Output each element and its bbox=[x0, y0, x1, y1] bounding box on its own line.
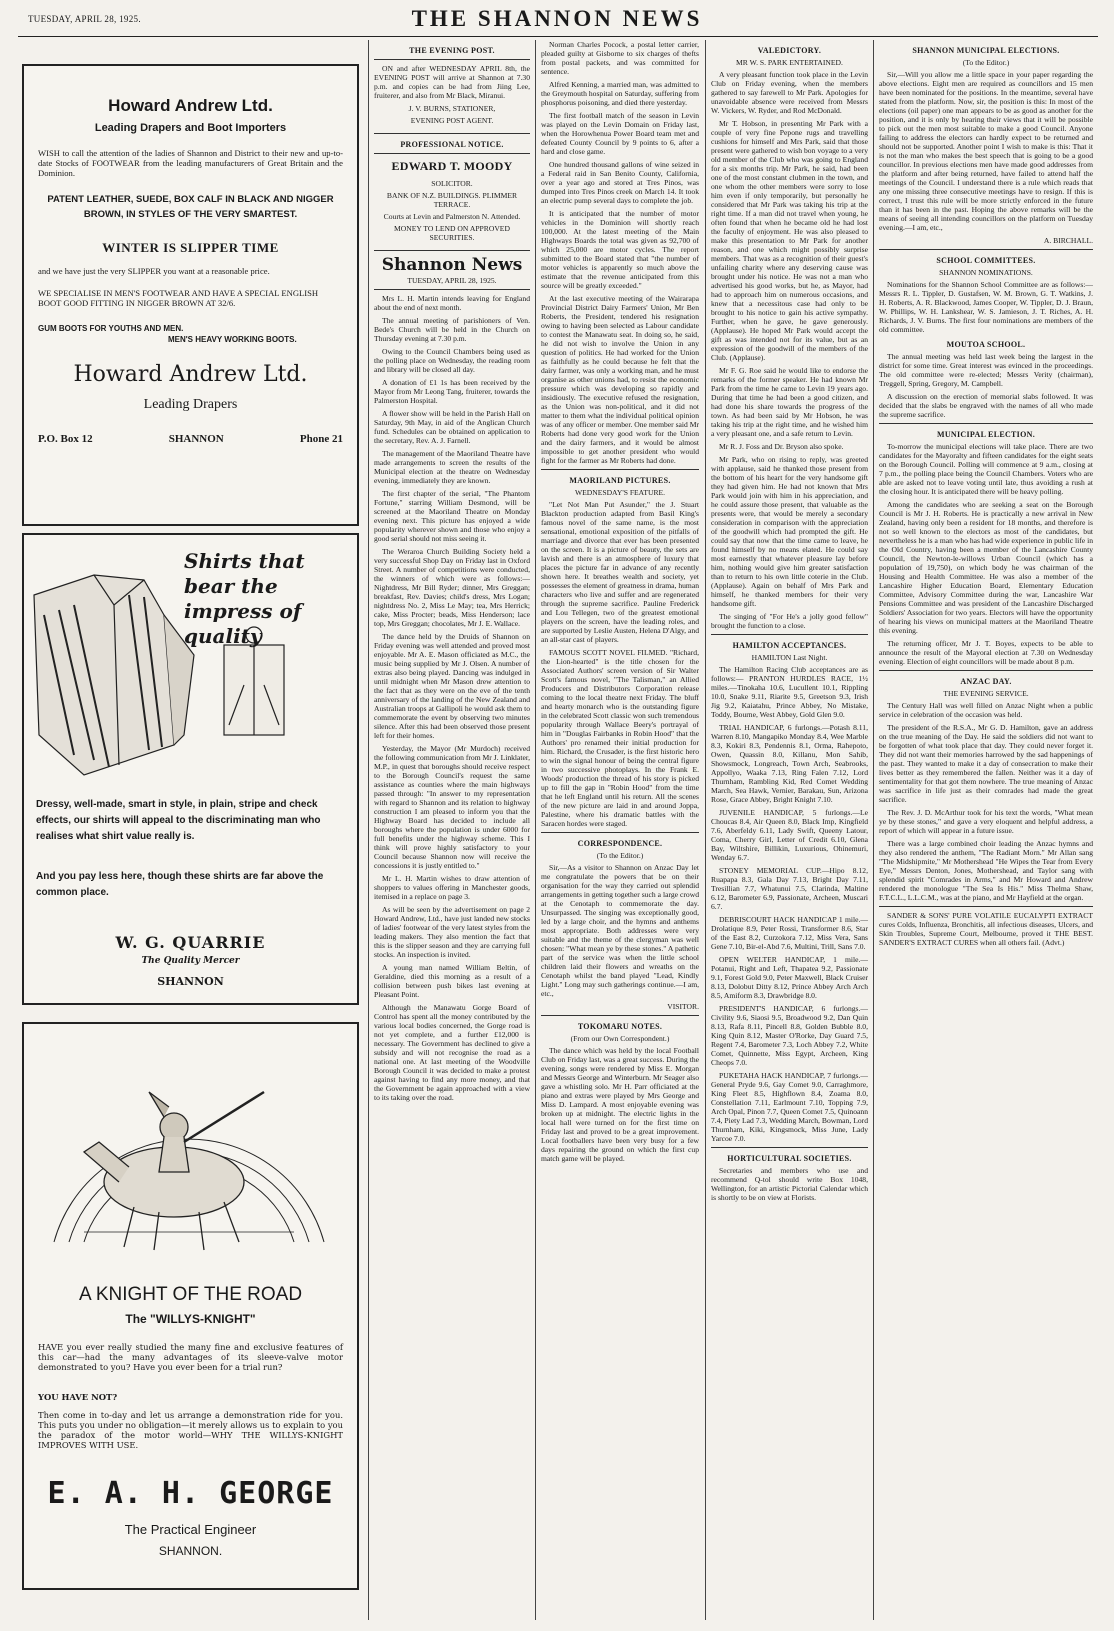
municipal-elections-subheading: (To the Editor.) bbox=[962, 58, 1010, 67]
divider bbox=[879, 906, 1093, 907]
column-4 bbox=[711, 40, 868, 1620]
divider bbox=[879, 670, 1093, 671]
divider bbox=[374, 250, 530, 251]
maoriland-subheading: WEDNESDAY'S FEATURE. bbox=[574, 488, 666, 497]
moutoa-heading: MOUTOA SCHOOL. bbox=[946, 340, 1026, 349]
news-item: Alfred Kenning, a married man, was admitted to the Greymouth hospital on Saturday, suffering from phosphorus poisoning, and died there yesterday. bbox=[541, 80, 699, 107]
divider bbox=[711, 1147, 868, 1148]
race-list: TRIAL HANDICAP, 6 furlongs.—Potash 8.11, Warren 8.10, Mangapiko Monday 8.4, Wee Marble 8.3, Kokiri 8.3, Pendennis 8.1, Orma, Rahepoto, Owen, Quassin 8.0, Killanu, Mon Sahib, Showsmock, Longreach, Town Arch, Seabrooks, Appollyo, Waaka 7.13, Ring Falen 7.12, Lord Thurnham, Rambling Kid, Red Comet Wedding March, Sea Hawk, Vernier, Barakau, Sun, Arizona Rose, Grace Abbey, Bright Knight 7.10. bbox=[711, 723, 868, 804]
news-item: A flower show will be held in the Parish Hall on Saturday, 9th May, in aid of the Anglican Church fund. Schedules can be obtained on application to the secretary, Rev. A. J. Farnell. bbox=[374, 409, 530, 445]
race-list: PUKETAHA HACK HANDICAP, 7 furlongs.—General Pryde 9.6, Gay Comet 9.0, Carraghmore, King Fleet 8.5, Highflown 8.4, Zoama 8.0, Constellation 7.11, Earlmount 7.10, Topping 7.9, Arch Opal, Pinon 7.7, Queen Comet 7.5, Quinoann 7.4, Piety Lad 7.3, Wedding March, Bowman, Lord Thurnham, Kiki, Kingsmock, Miss June, Lady Yarcoe 7.0. bbox=[711, 1071, 868, 1143]
solicitor-title: SOLICITOR. bbox=[431, 179, 473, 188]
column-rule bbox=[873, 40, 874, 1620]
howard-andrew-ad bbox=[22, 64, 359, 526]
column-3 bbox=[541, 40, 699, 1620]
news-item: Mr T. Hobson, in presenting Mr Park with a couple of very fine Pepone rugs and travelling cushions for himself and Mrs Park, said that those present were gathered to wish bon voyage to a very old member of the Club who was going to England for a six months trip. Mr Park, he said, had been one of the most constant clubmen in the town, and one whom the other members were sorry to lose him even if only temporarily, but personally he considered that Mr Park was taking his trip at the right time. If a man did not travel when young, he often found that when he became old he had lost the faculty of enjoyment. He was also pleased to make this presentation to Mr Park for another reason, and one which might possibly surprise members. That was as a recognition of their guest's unfailing charity where any deserving cause was brought under his notice. He was not a man who advertised his good works, but he, as Mayor, had had to approach him on numerous occasions, and knew that a necessitous case had only to be brought to his notice to gain his active sympathy. Further, when he gave, he gave generously. (Applause). He hoped Mr Park would accept the gift as was intended not for its value, but as an expression of the goodwill of the members of the Club. (Applause). bbox=[711, 119, 868, 362]
news-item: There was a large combined choir leading the Anzac hymns and they also rendered the anthem, "The Radiant Morn." Mr Allan sang "The Midshipmite," Mr Mothershead "He Wipes the Tear from Every Eye," Messrs Denton, Jones, Mothershead, and Taylor sang with splendid spirit "Comrades in Arms," and Mr Howard and Andrew rendered the monologue "The Sea Is His." Miss Thelma Shaw, F.T.C.L., L.L.C.M., was at the piano, and Mr Hayfield at the organ. bbox=[879, 839, 1093, 902]
divider bbox=[374, 153, 530, 154]
willys-knight-ad bbox=[22, 1022, 359, 1590]
professional-notice-heading: PROFESSIONAL NOTICE. bbox=[400, 140, 504, 149]
divider bbox=[541, 1015, 699, 1016]
ad-merchant-name: E. A. H. GEORGE bbox=[47, 1476, 334, 1511]
divider bbox=[541, 832, 699, 833]
tokomaru-heading: TOKOMARU NOTES. bbox=[577, 1022, 663, 1031]
column-5 bbox=[879, 40, 1093, 1620]
school-committees-heading: SCHOOL COMMITTEES. bbox=[936, 256, 1036, 265]
school-committees-subheading: SHANNON NOMINATIONS. bbox=[939, 268, 1033, 277]
newspaper-title: THE SHANNON NEWS bbox=[411, 6, 703, 31]
news-item: The dance which was held by the local Football Club on Friday last, was a great success. During the evening, songs were rendered by Miss E. Morgan and Messrs George and Winterburn. Mr Seager also gave a whistling solo. Mr H. Parr officiated at the piano and extras were played by Mrs George and Miss D. Lampard. A most enjoyable evening was broken up at midnight. The electric lights in the local hall were turned on for the first time on Friday last and proved to be a great improvement. Local footballers have been very busy for a few days repairing the ground on which the first cup match game will be played. bbox=[541, 1046, 699, 1163]
horticultural-heading: HORTICULTURAL SOCIETIES. bbox=[727, 1154, 852, 1163]
solicitor-courts: Courts at Levin and Palmerston N. Attended. bbox=[383, 212, 521, 221]
masthead bbox=[0, 0, 1114, 34]
ad-headline: A KNIGHT OF THE ROAD bbox=[78, 1284, 303, 1305]
ad-working-boots: MEN'S HEAVY WORKING BOOTS. bbox=[168, 335, 297, 344]
divider bbox=[711, 634, 868, 635]
correspondence-subheading: (To the Editor.) bbox=[596, 851, 644, 860]
news-item: The president of the R.S.A., Mr G. D. Hamilton, gave an address on the true meaning of the Day. He said the soldiers did not want to be forgotten of what took place that day. They could never forget it. They did not want their memories harrowed by the sad happenings of the past. They wanted to make it a day of consecration to make their lives better as they remembered the fallen. Neither was it a day of sentimentality for that got them nowhere. The true meaning of Anzac was sacrifice in life just as their comrades had made the great sacrifice. bbox=[879, 723, 1093, 804]
news-item: The annual meeting was held last week being the largest in the district for some time. Great interest was evinced in the proceedings. The old committee were re-elected; Messrs Verity (chairman), Treggell, Spring, Gregory, M. Campbell. bbox=[879, 352, 1093, 388]
correspondence-heading: CORRESPONDENCE. bbox=[577, 839, 663, 848]
news-item: Nominations for the Shannon School Committee are as follows:—Messrs R. L. Tippler, D. Gustafsen, W. M. Brown, G. T. Watkins, J. H. Roberts, A. R. Blackwood, James Cooper, W. Tippler, D. J. Braun, W. Phillips, W. H. Lankshear, W. S. Jamieson, J. T. Riches, A. H. Richards, J. V. Burns. The first four nominations are members of the old committee. bbox=[879, 280, 1093, 334]
tokomaru-subheading: (From our Own Correspondent.) bbox=[570, 1034, 670, 1043]
news-item: Owing to the Council Chambers being used as the polling place on Wednesday, the reading room and library will be closed all day. bbox=[374, 347, 530, 374]
news-item: "Let Not Man Put Asunder," the J. Stuart Blackton production adapted from Basil King's famous novel of the same name, is the most sensational, emotional exposition of the pitfalls of marriage and divorce that ever has been presented on the screen. It is a picture of beauty, the sets are lavish and there is an atmosphere of luxury that places the picture far in advance of any recently shown here. It breathes wealth and society, yet possesses the element of greatness in drama, human characters who live and suffer and are regenerated through the supreme sacrifice. Pauline Frederick and Lou Tellegen, two of the greatest emotional players on the screen, have the leading roles, and are supported by Leslie Austen, Helena D'Algy, and an all-star cast of players. bbox=[541, 500, 699, 644]
valedictory-heading: VALEDICTORY. bbox=[757, 46, 822, 55]
news-item: Mr L. H. Martin wishes to draw attention of shoppers to values offering in Manchester goods, itemised in a replace on page 3. bbox=[374, 874, 530, 901]
news-item: The Century Hall was well filled on Anzac Night when a public service in celebration of the occasion was held. bbox=[879, 701, 1093, 719]
news-item: A discussion on the erection of memorial slabs followed. It was decided that the slabs be engraved with the names of all who made the supreme sacrifice. bbox=[879, 392, 1093, 419]
divider bbox=[879, 249, 1093, 250]
advertisement-notice: SANDER & SONS' PURE VOLATILE EUCALYPTI EXTRACT cures Colds, Influenza, Bronchitis, all infectious diseases, Ulcers, and Skin Troubles, Supreme Court, Melbourne, proved it THE BEST. SANDER'S EXTRACT CURES when all others fail. (Advt.) bbox=[879, 911, 1093, 947]
news-item: The dance held by the Druids of Shannon on Friday evening was well attended and proved most enjoyable. Mr A. E. Mason officiated as M.C., the music being supplied by Mr J. Olsen. A number of extras also being played. Dancing was indulged in until midnight when Mr Mason drew attention to the fact that as they were on the eve of the tenth anniversary of the landing of the New Zealand and Australian troops at Gallipoli he would ask them to commemorate the event by observing two minutes silence. After this had been observed those present left for their homes. bbox=[374, 632, 530, 740]
municipal-election-heading: MUNICIPAL ELECTION. bbox=[936, 430, 1035, 439]
ad-body-2: And you pay less here, though these shirts are far above the common place. bbox=[36, 871, 324, 898]
news-item: The first football match of the season in Levin was played on the Levin Domain on Friday last, when the Horowhenua Power Board team met and defeated County Council by 9 points to 6, after a hard and close game. bbox=[541, 111, 699, 156]
news-item: To-morrow the municipal elections will take place. There are two candidates for the Mayoralty and fifteen candidates for the eight seats on the Borough Council. Polling will commence at 9 a.m., closing at 7 p.m., the polling place being the Council Chambers. Voters who are able are asked not to leave voting until late, thus avoiding a rush at the closing hour. It is anticipated there will be heavy polling. bbox=[879, 442, 1093, 496]
ad-car-name: The "WILLYS-KNIGHT" bbox=[125, 1312, 256, 1326]
ad-body-2: Then come in to-day and let us arrange a demonstration ride for you. This puts you under no obligation—it merely allows us to explain to you the paradox of the motor world—WHY THE WILLYS-KNIGHT IMPROVES WITH USE. bbox=[38, 1410, 343, 1450]
letter-signature: VISITOR. bbox=[667, 1002, 699, 1011]
municipal-elections-heading: SHANNON MUNICIPAL ELECTIONS. bbox=[912, 46, 1060, 55]
news-item: At the last executive meeting of the Wairarapa Provincial District Dairy Farmers' Union, Mr Ben Roberts, the President, tendered his resignation owing to having been selected as Labour candidate to contest the Manawatu seat. In doing so, he said, he did not wish to involve the Union in any question of politics. He had worked for the Union as faithfully as he could because he felt that the dairy farmer, was only a working man, and he must organise as other unions had, to resist the economic pressure which was developing so rapidly and insidiously. The executive refused the resignation, as the Union was non-political, and it did not matter to them what the individual political opinion was of any officer or member. One member said Mr Roberts had done very good work for the Union and the dairy farmers, and it would be almost impossible to get another president who would fight for the farmer as Mr Roberts had done. bbox=[541, 294, 699, 465]
news-item: Mr Park, who on rising to reply, was greeted with applause, said he thanked those present from the bottom of his heart for the very handsome gift they had given him. He had not known that Mrs Park would join with him in his appreciation, and he could assure those present, that valuable as the presents were, that would be merely a secondary consideration in comparison with the appreciation of the goodwill which had prompted the gift. He could say that now that the time came to leave, he found himself by no means elated. He could say most earnestly that whatever pleasure lay before him, nothing would give him greater satisfaction than to return to his own little coterie in the Club. (Applause). Again on behalf of Mrs Park and himself, he thanked members for their very handsome gift. bbox=[711, 455, 868, 608]
ad-phone: Phone 21 bbox=[299, 433, 343, 445]
news-item: Although the Manawatu Gorge Board of Control has spent all the money contributed by the various local bodies concerned, the Gorge road is not yet complete, and a further £12,000 is necessary. The Government has declined to give a subsidy and will not recognise the road as a national one. At last meeting of the Woodville Borough Council it was decided to make a protest against having to find any more money, and that the Government be again approached with a view to its taking over the road. bbox=[374, 1003, 530, 1102]
news-item: The Weraroa Church Building Society held a very successful Shop Day on Friday last in Oxford Street. A number of competitions were conducted, the winners of which were as follows:—Nightdress, Mr Bill Ryder; dinner, Mrs Greggan; breakfast, Rev. Davies; child's dress, Mrs Logan; nightdress No. 2, Miss Le May; tea, Mrs Herrick; cake, Miss Procter; beads, Miss Henderson; lace top, Mrs Greggan; chocolates, Mr J. E. Wallace. bbox=[374, 547, 530, 628]
evening-post-notice: ON and after WEDNESDAY APRIL 8th, the EVENING POST will arrive at Shannon at 7.30 p.m. and copies can be had from Jiing Lee, fruiterer, and also from Mr Black, Miranui. bbox=[374, 64, 530, 100]
valedictory-subheading: MR W. S. PARK ENTERTAINED. bbox=[736, 58, 843, 67]
news-item: The returning officer, Mr J. T. Boyes, expects to be able to announce the result of the Mayoral election at 7.30 on Wednesday evening. Election of eight councillors will be made about 8 p.m. bbox=[879, 639, 1093, 666]
race-list: JUVENILE HANDICAP, 5 furlongs.—Le Choucas 8.4, Air Queen 8.0, Black Imp, Kingfield 7.6, Aberfeldy 6.11, Lady Swift, Queeny Latour, Coma, Cherry Girl, Letter of Credit 6.10, Glena Bay, Wiltshire, Billikin, Luxurious, Ohinemuri, Wenday 6.7. bbox=[711, 808, 868, 862]
news-item: Norman Charles Pocock, a postal letter carrier, pleaded guilty at Gisborne to six charges of thefts from postal packets, and was committed for sentence. bbox=[541, 40, 699, 76]
race-list: PRESIDENT'S HANDICAP, 6 furlongs.—Civility 9.6, Siaosi 9.5, Broadwood 9.2, Dan Quin 8.13, Rafa 8.11, Pincell 8.8, Golden Bubble 8.0, King Quin 8.12, Master O'Rorke, Day Guard 7.5, Regent 7.4, Barometer 7.3, Loch Abbey 7.2, White Comet, Quinnette, Miss Egypt, Archeen, King Cheops 7.0. bbox=[711, 1004, 868, 1067]
ad-merchant-name: W. G. QUARRIE bbox=[115, 933, 266, 952]
solicitor-address: BANK OF N.Z. BUILDINGS. PLIMMER TERRACE. bbox=[386, 191, 518, 209]
ad-gum-boots: GUM BOOTS FOR YOUTHS AND MEN. bbox=[38, 324, 184, 333]
hamilton-subheading: HAMILTON Last Night. bbox=[751, 653, 828, 662]
anzac-day-subheading: THE EVENING SERVICE. bbox=[943, 689, 1029, 698]
ad-headline: Shirts that bear the impress of quality bbox=[184, 549, 305, 648]
news-item: Among the candidates who are seeking a seat on the Borough Council is Mr J. H. Roberts. He is practically a new arrival in New Zealand, having only been a resident for 18 months, and therefore is not so well known to the electors as most of the candidates, but nevertheless he is a man who has had wide experience in public life in the Old Country, having been a member of the Lancashire County Council, the Newton-le-willows Urban Council (which has a population of 19,750), on which body he was chairman of the Housing and Health Committee. He was also a member of the Lancashire Higher Education Board, Elementary Education Committee, Advisory Committee during the war, Lancashire War Pensions Committee and was president of the Lancashire Discharged Soldiers' Association for two years. Electors will have the opportunity of hearing his views on municipal matters at the Maoriland Theatre this evening. bbox=[879, 500, 1093, 635]
ad-special: WE SPECIALISE IN MEN'S FOOTWEAR AND HAVE A SPECIAL ENGLISH BOOT GOOD FITTING IN NIGGER BROWN AT 32/6. bbox=[38, 288, 319, 308]
race-list: STONEY MEMORIAL CUP.—Hipo 8.12, Ruapapa 8.3, Gala Day 7.13, Bright Day 7.11, Tresillian 7.7, Whatunui 7.5, Clarinda, Maltine 6.12, Barometer 6.9, Passionate, Archeen, Muscari 6.7. bbox=[711, 866, 868, 911]
race-list: OPEN WELTER HANDICAP, 1 mile.—Potanui, Right and Left, Thapatea 9.2, Passionate 9.1, Forest Gold 9.0, Peter Maxwell, Black Cruiser 8.13, Dolobut Ditty 8.12, Prince Abbey Arch Arch 8.5, Amiform 8.3, Drawbridge 8.0. bbox=[711, 955, 868, 1000]
letter: Sir,—As a visitor to Shannon on Anzac Day let me congratulate the powers that be on their organisation for the way they carried out splendid arrangements in getting together such a large crowd at the Cenotaph to commemorate the day. Unsurpassed. The singing was exceptionally good, led by a large choir, and the hymns and anthems most appropriate. Both addresses were very suitable and the theme of the clergyman was well chosen: "What mean ye by these stones." A pathetic part of the service was when the little school children laid their flowers and wreaths on the Cenotaph whilst the band played "Lead, Kindly Light." Long may such gatherings continue.—I am, etc., bbox=[541, 863, 699, 998]
ad-winter: WINTER IS SLIPPER TIME bbox=[102, 240, 279, 255]
ad-merchant-sub: The Quality Mercer bbox=[141, 956, 240, 966]
news-item: Yesterday, the Mayor (Mr Murdoch) received the following communication from Mr J. Linklater, M.P., in quest that boroughs should receive respect to the Borough Council's request the same assistance as counties where the main highways passed through: "In answer to my representation with regard to Shannon and its relation to highway construction I am pleased to inform you that the Highway Board has decided to include all boroughs where the population is under 6000 for full benefits under the highway scheme. This I think will prove highly satisfactory to your Council because Shannon now will receive the concessions it is justly entitled to." bbox=[374, 744, 530, 870]
ad-tagline: Leading Drapers and Boot Importers bbox=[94, 122, 287, 134]
news-item: The Rev. J. D. McArthur took for his text the words, "What mean ye by these stones," and gave a very eloquent and helpful address, a report of which will appear in a future issue. bbox=[879, 808, 1093, 835]
ad-merchant-town: SHANNON bbox=[157, 975, 224, 988]
paper-nameplate: Shannon News bbox=[381, 255, 523, 275]
ad-po-box: P.O. Box 12 bbox=[38, 433, 93, 445]
solicitor-money: MONEY TO LEND ON APPROVED SECURITIES. bbox=[394, 224, 510, 242]
news-item: Mrs L. H. Martin intends leaving for England about the end of next month. bbox=[374, 294, 530, 312]
ad-merchant-sub: The Practical Engineer bbox=[124, 1522, 257, 1537]
maoriland-heading: MAORILAND PICTURES. bbox=[569, 476, 671, 485]
divider bbox=[879, 423, 1093, 424]
ad-contact-row bbox=[38, 433, 343, 445]
divider bbox=[374, 59, 530, 60]
news-item: A very pleasant function took place in the Levin Club on Friday evening, when the members gathered to say farewell to Mr Park. Apologies for unavoidable absence were received from Messrs W. Vickers, W. Ryder, and Rod McDonald. bbox=[711, 70, 868, 115]
ad-question: YOU HAVE NOT? bbox=[38, 1392, 118, 1402]
burns-line-2: EVENING POST AGENT. bbox=[410, 116, 494, 125]
knight-illustration bbox=[24, 1032, 357, 1262]
news-item: One hundred thousand gallons of wine seized in a Federal raid in San Benito County, California, over a year ago and stored at Tres Pinos, was dumped into Tres Pinos creek on March 14. It took an electric pump several days to complete the job. bbox=[541, 160, 699, 205]
masthead-rule bbox=[18, 36, 1098, 37]
anzac-day-heading: ANZAC DAY. bbox=[960, 677, 1012, 686]
ad-merchant-town: SHANNON. bbox=[158, 1544, 223, 1558]
column-rule bbox=[535, 40, 536, 1620]
news-item: Secretaries and members who use and recommend Q-tol should write Box 1048, Wellington, for an artistic Pictorial Calendar which is shortly to be on view at Florists. bbox=[711, 1166, 868, 1202]
divider bbox=[374, 289, 530, 290]
news-item: FAMOUS SCOTT NOVEL FILMED. "Richard, the Lion-hearted" is the title chosen for the Associated Authors' screen version of Sir Walter Scott's famous novel, "The Talisman," an Allied Producers and Distributors Corporation release coming to the local theatre next Friday. The bluff and hearty monarch who is the outstanding figure in the celebrated Scott classic won such tremendous popularity through Wallace Beery's portrayal of him in "Douglas Fairbanks in Robin Hood" that the Authors' pro renamed their initial production for him. Richard, the Crusader, is the first historic hero to win the signal honour of being the central figure in two successive photoplays. In the Frank E. Woods' production the thread of his story is picked up to fill the gap in "Robin Hood" from the time that he left England until his return. All the scenes of the new picture are laid in and around Joppa, Palestine, where his dramatic battles with the Saracen hordes were staged. bbox=[541, 648, 699, 828]
ad-town: SHANNON bbox=[168, 433, 224, 445]
news-item: As will be seen by the advertisement on page 2 Howard Andrew, Ltd., have just landed new stocks of ladies' footwear of the very latest styles from the leading makers. They also mention the fact that this is the slipper season and they are carrying full stocks. An inspection is invited. bbox=[374, 905, 530, 959]
issue-date: TUESDAY, APRIL 28, 1925. bbox=[28, 14, 141, 24]
news-item: The management of the Maoriland Theatre have made arrangements to screen the results of the Municipal election at the theatre on Wednesday evening, immediately they are known. bbox=[374, 449, 530, 485]
letter: Sir,—Will you allow me a little space in your paper regarding the above elections. Eight men are required as councillors and 15 men have been nominated for the positions. In the meantime, several have stated from the platform. Now, sir, the position is this: In most of the elections (oil paper) one man appears to be as good as another for the position, and it is only by hearing their views that it will be possible to pick out the men most suitable to make a good Council. Anyone failing to address the electors can hardly expect to be returned and should not be supported. Another point I wish to make is this: That it is not the man who makes the best speech that is going to be a good councillor. In previous elections men have made good addresses from the platform and after being returned, have failed to attend half the meetings of the Council. I understand there is a rule which reads that any one missing three consecutive meetings have to resign. If this is correct, I trust this rule will be more strictly enforced in the future than it has been in the past. Hoping the above remarks will be the means of seeing all intending councillors on the platform on Tuesday evening.—I am, etc., bbox=[879, 70, 1093, 232]
news-item: The singing of "For He's a jolly good fellow" brought the function to a close. bbox=[711, 612, 868, 630]
ad-body: Dressy, well-made, smart in style, in plain, stripe and check effects, our shirts will appeal to the discriminating man who realises what shirt value really is. bbox=[36, 799, 321, 842]
news-item: Mr R. J. Foss and Dr. Bryson also spoke. bbox=[719, 442, 844, 451]
ad-winter-text: and we have just the very SLIPPER you want at a reasonable price. bbox=[38, 266, 270, 276]
hamilton-heading: HAMILTON ACCEPTANCES. bbox=[732, 641, 847, 650]
evening-post-heading: THE EVENING POST. bbox=[409, 46, 495, 55]
paper-date: TUESDAY, APRIL 28, 1925. bbox=[407, 276, 497, 285]
news-item: The first chapter of the serial, "The Phantom Fortune," starring William Desmond, will be screened at the Maoriland Theatre on Monday evening next. This picture has enjoyed a wide popularity wherever shown and those who enjoy a good serial should not miss seeing it. bbox=[374, 489, 530, 543]
news-item: Mr F. G. Roe said he would like to endorse the remarks of the former speaker. He had known Mr Park from the time he came to Levin 19 years ago. During that time he had been a good citizen, and had done his share towards the progress of the town. As had been said by Mr Hobson, he was taking his trip at the right time, and he wished him a very pleasant one, and a safe return to Levin. bbox=[711, 366, 868, 438]
column-rule bbox=[705, 40, 706, 1620]
divider bbox=[541, 469, 699, 470]
column-2 bbox=[374, 40, 530, 1620]
ad-body: HAVE you ever really studied the many fine and exclusive features of this car—had the many advantages of its sleeve-valve motor demonstrated to you? Have you ever been for a trial run? bbox=[38, 1342, 343, 1372]
news-item: A young man named William Beltin, of Geraldine, died this morning as a result of a collision between push bikes last evening at Pleasant Point. bbox=[374, 963, 530, 999]
divider bbox=[374, 133, 530, 134]
ad-store-name-large: Howard Andrew Ltd. bbox=[73, 362, 308, 387]
ad-store-name: Howard Andrew Ltd. bbox=[108, 96, 273, 115]
solicitor-name: EDWARD T. MOODY bbox=[391, 159, 513, 173]
race-list: DEBRISCOURT HACK HANDICAP 1 mile.—Drolatique 8.9, Peter Rossi, Transformer 8.6, Star of the East 8.2, Curzokora 7.12, Miss Vera, Sans Gene 7.10, Bir-el-Abd 7.6, Multini, Trill, Sans 7.0. bbox=[711, 915, 868, 951]
news-item: The annual meeting of parishioners of Ven. Bede's Church will be held in the Church on Thursday evening at 7.30 p.m. bbox=[374, 316, 530, 343]
column-rule bbox=[368, 40, 369, 1620]
burns-line: J. V. BURNS, STATIONER, bbox=[408, 104, 496, 113]
shirts-ad bbox=[22, 533, 359, 1005]
news-item: A donation of £1 1s has been received by the Mayor from Mr Leong Tang, fruiterer, towards the Palmerston Hospital. bbox=[374, 378, 530, 405]
ad-tagline-2: Leading Drapers bbox=[143, 397, 238, 412]
letter-signature: A. BIRCHALL. bbox=[1043, 236, 1093, 245]
ad-intro: WISH to call the attention of the ladies of Shannon and District to their new and up-to-date Stocks of FOOTWEAR from the leading manufacturers of Great Britain and the Dominion. bbox=[38, 148, 343, 178]
news-item: It is anticipated that the number of motor vehicles in the Dominion will shortly reach 100,000. At the latest meeting of the Main Highways Boards the total was given as 92,700 of which 25,000 are motor cycles. The report submitted to the Board stated that "the number of motor vehicles is apparently so much above the estimate that the revenue anticipated from this source will be greatly exceeded." bbox=[541, 209, 699, 290]
ad-patent: PATENT LEATHER, SUEDE, BOX CALF IN BLACK AND NIGGER BROWN, IN STYLES OF THE VERY SMARTEST. bbox=[47, 194, 334, 220]
race-list: The Hamilton Racing Club acceptances are as follows:— PRANTON HURDLES RACE, 1½ miles.—Tinokaha 10.6, Lucullent 10.1, Rippling 10.0, Snake 9.11, Riarite 9.5, Greetson 9.3, Irish Jig 9.2, Kaiatahu, Prince Abbey, No Mistake, Toddy, Bourne, West Abbey, Gold Glen 9.0. bbox=[711, 665, 868, 719]
